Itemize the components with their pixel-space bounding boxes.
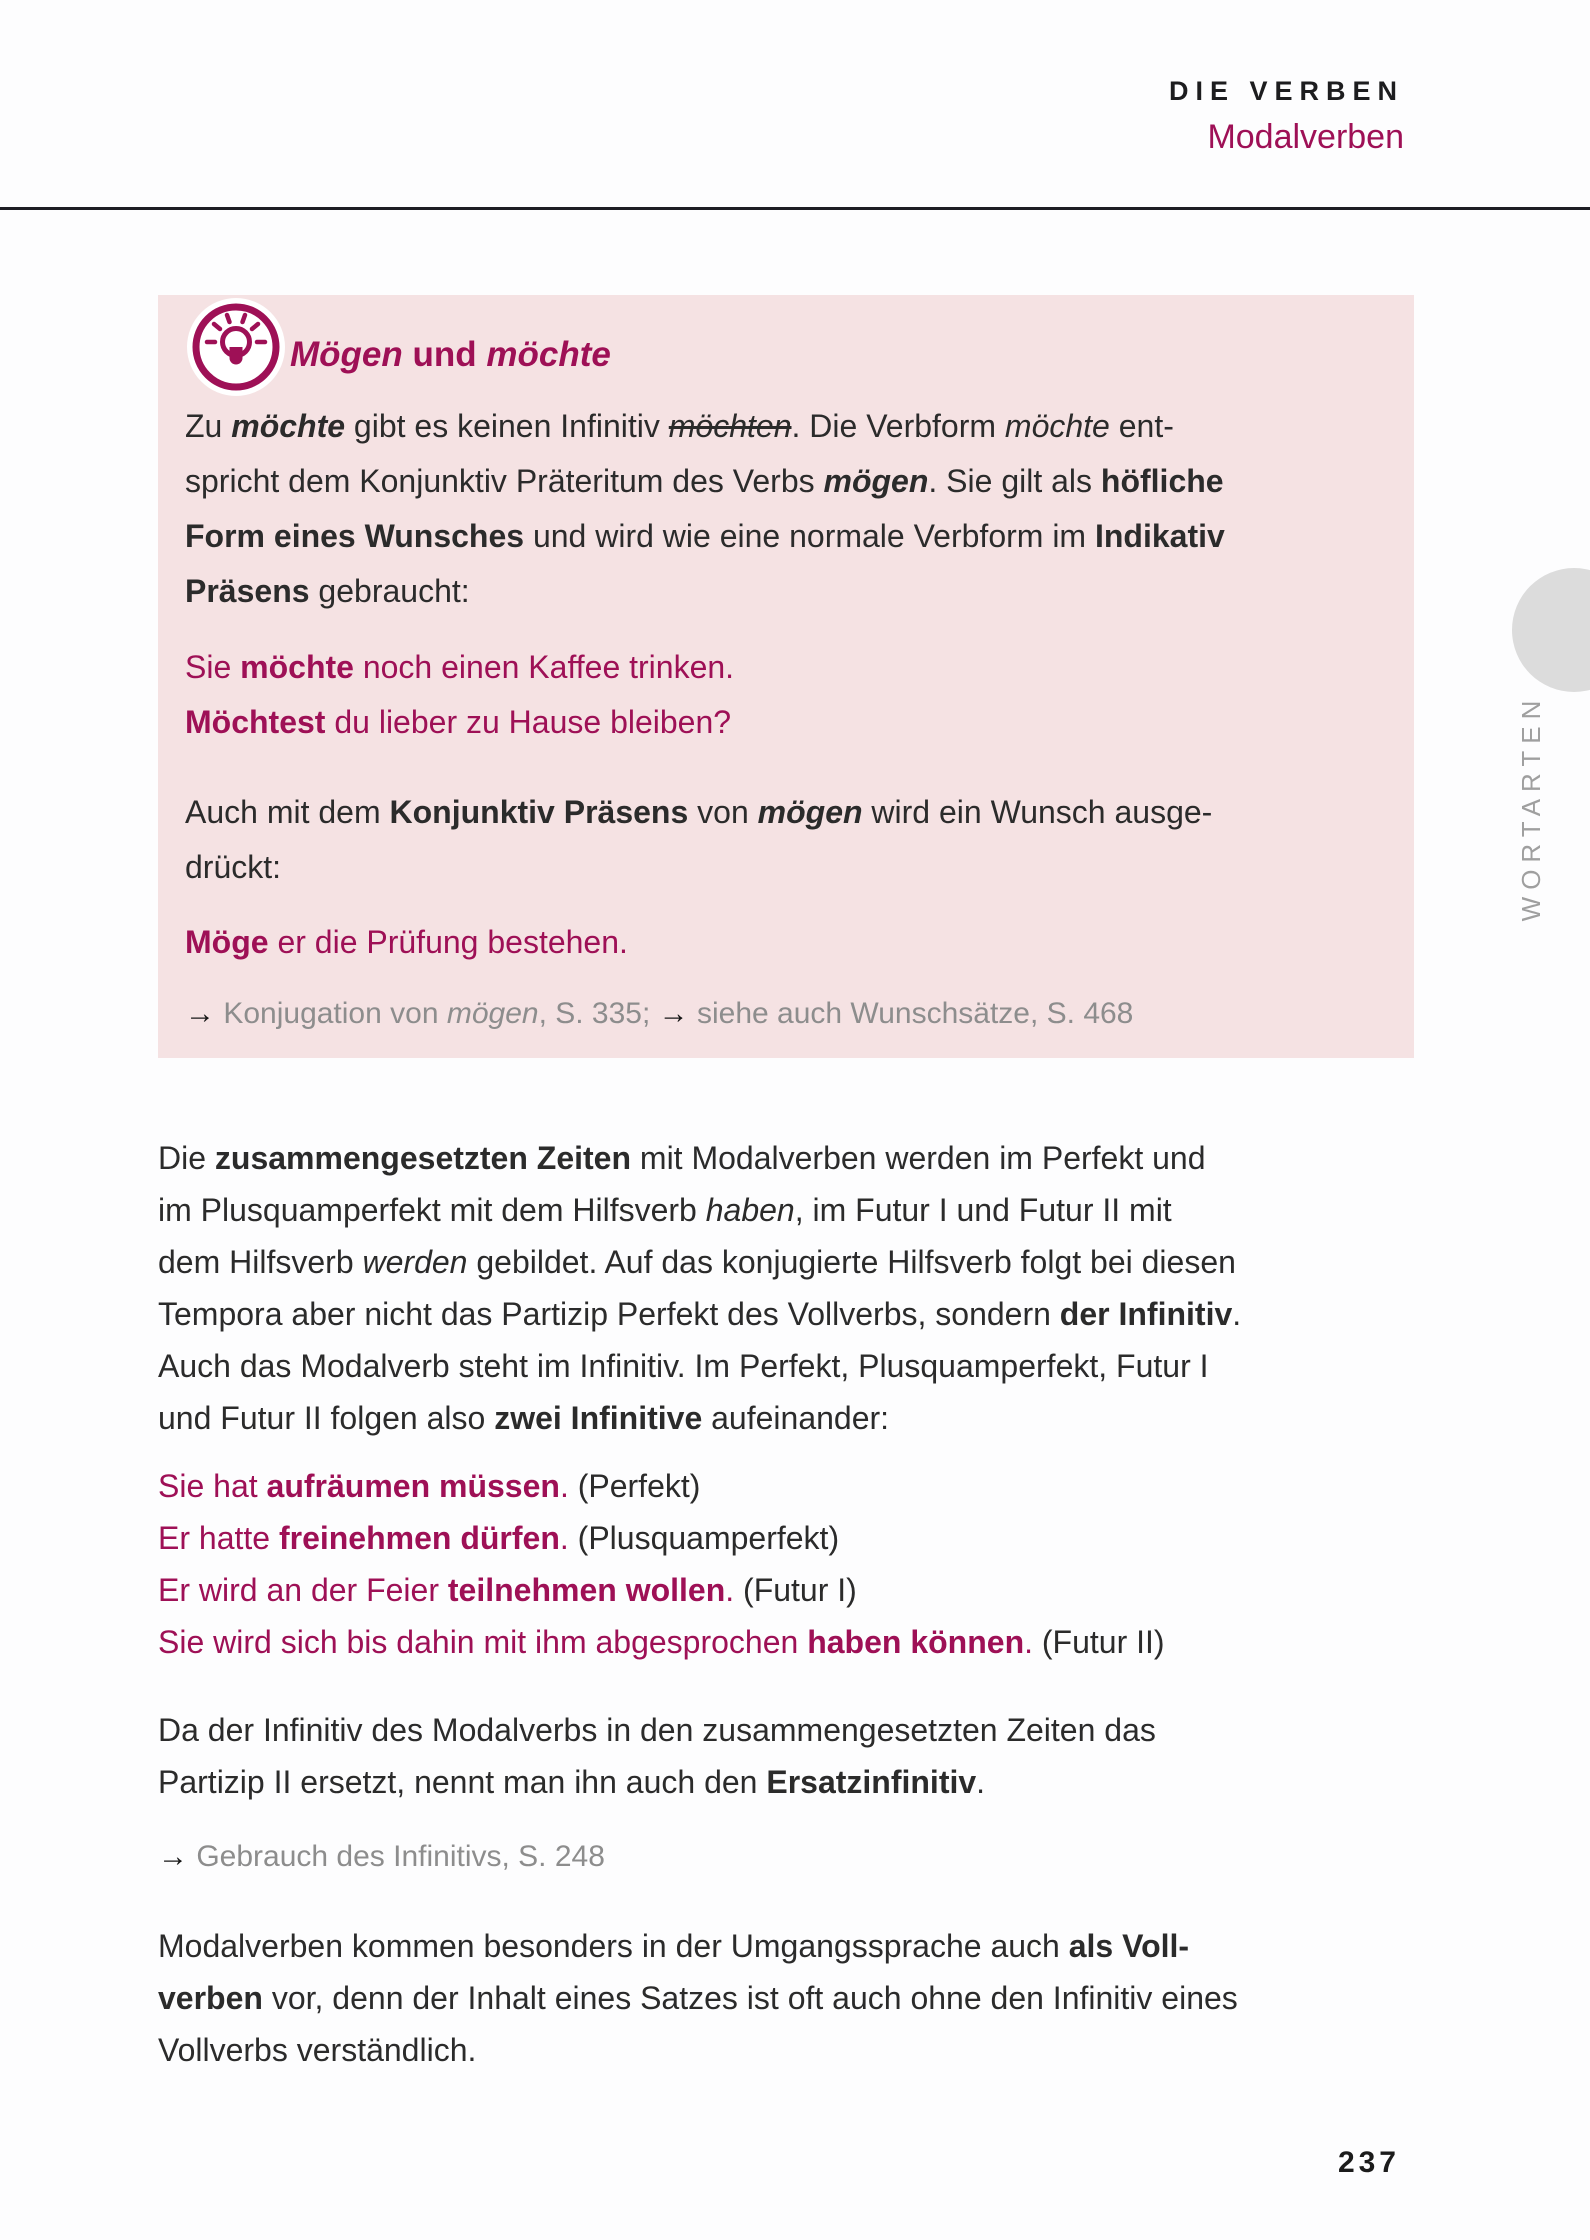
- text-segment: und: [402, 335, 487, 374]
- text-line: [185, 399, 1384, 454]
- main-text: [158, 1132, 1468, 2076]
- page-number: 237: [1337, 2146, 1400, 2179]
- tip-example-sentences-1: [185, 640, 1384, 750]
- text-segment: werden: [362, 1244, 468, 1280]
- text-segment: →: [658, 997, 689, 1030]
- text-segment: du lieber zu Hause bleiben?: [325, 704, 732, 740]
- text-segment: noch einen Kaffee trinken.: [353, 649, 735, 685]
- sidebar-tab-label: WORTARTEN: [1516, 693, 1546, 922]
- text-segment: .: [1024, 1624, 1033, 1660]
- text-segment: Auch mit dem: [185, 794, 390, 830]
- text-segment: (Plusquamperfekt): [568, 1520, 840, 1556]
- text-line: [158, 2024, 1468, 2076]
- text-line: [158, 1756, 1468, 1808]
- text-segment: Die: [158, 1140, 215, 1176]
- text-segment: Sie hat: [158, 1468, 267, 1504]
- text-segment: Präsens: [185, 573, 310, 609]
- text-segment: (Futur I): [734, 1572, 857, 1608]
- text-segment: ent-: [1109, 408, 1174, 444]
- text-segment: siehe auch Wunschsätze, S. 468: [688, 997, 1134, 1030]
- text-segment: Partizip II ersetzt, nennt man ihn auch den: [158, 1764, 767, 1800]
- text-segment: . Sie gilt als: [928, 463, 1101, 499]
- text-line: [185, 840, 1384, 895]
- chapter-title: DIE VERBEN: [1168, 76, 1404, 106]
- page-edge-circle: [1512, 568, 1590, 692]
- text-segment: möchte: [1004, 408, 1110, 444]
- text-segment: Konjugation von: [215, 997, 447, 1030]
- text-segment: zwei Infinitive: [494, 1400, 703, 1436]
- text-segment: von: [688, 794, 758, 830]
- text-segment: Auch das Modalverb steht im Infinitiv. Im Perfekt, Plusquamperfekt, Futur I: [158, 1348, 1209, 1384]
- text-segment: höfliche: [1100, 463, 1224, 499]
- text-line: [158, 1920, 1468, 1972]
- section-title: Modalverben: [1207, 118, 1404, 156]
- text-segment: er die Prüfung bestehen.: [268, 924, 628, 960]
- text-segment: zusammengesetzten Zeiten: [214, 1140, 632, 1176]
- text-line: [158, 1460, 1468, 1512]
- text-segment: Tempora aber nicht das Partizip Perfekt des Vollverbs, sondern: [158, 1296, 1060, 1332]
- text-segment: .: [559, 1520, 569, 1556]
- text-segment: spricht dem Konjunktiv Präteritum des Verbs: [185, 463, 824, 499]
- text-segment: mögen: [823, 463, 929, 499]
- text-segment: .: [1232, 1296, 1242, 1332]
- text-segment: möchten: [668, 408, 792, 444]
- text-line: [185, 509, 1384, 564]
- text-segment: , im Futur I und Futur II mit: [794, 1192, 1172, 1228]
- text-segment: Mögen: [290, 335, 403, 374]
- text-segment: Form eines Wunsches: [185, 518, 525, 554]
- text-segment: mögen: [446, 997, 539, 1030]
- text-line: [185, 454, 1384, 509]
- text-line: [185, 785, 1384, 840]
- text-segment: der Infinitiv: [1059, 1296, 1233, 1332]
- text-line: [185, 695, 1384, 750]
- tip-paragraph-1: [185, 399, 1384, 619]
- text-line: [158, 1704, 1468, 1756]
- text-segment: , S. 335;: [538, 997, 659, 1030]
- text-segment: wird ein Wunsch ausge-: [862, 794, 1213, 830]
- tip-cross-reference: [185, 992, 1384, 1036]
- text-segment: Modalverben kommen besonders in der Umgangssprache auch: [158, 1928, 1069, 1964]
- text-segment: drückt:: [185, 849, 282, 885]
- text-segment: und Futur II folgen also: [158, 1400, 495, 1436]
- text-segment: haben: [705, 1192, 795, 1228]
- lightbulb-icon: [186, 297, 286, 397]
- text-segment: gebraucht:: [309, 573, 470, 609]
- tip-example-sentences-2: [185, 915, 1384, 970]
- text-segment: im Plusquamperfekt mit dem Hilfsverb: [158, 1192, 706, 1228]
- text-line: [158, 1132, 1468, 1184]
- text-segment: und wird wie eine normale Verbform im: [524, 518, 1095, 554]
- text-line: [158, 1972, 1468, 2024]
- text-line: [158, 1564, 1468, 1616]
- header-divider: [0, 207, 1590, 210]
- text-segment: freinehmen dürfen: [278, 1520, 560, 1556]
- text-segment: möchte: [231, 408, 346, 444]
- tip-box-title: [290, 335, 611, 375]
- text-segment: →: [158, 1840, 188, 1873]
- body-example-sentences: [158, 1460, 1468, 1668]
- tip-paragraph-2: [185, 785, 1384, 895]
- text-segment: aufräumen müssen: [266, 1468, 560, 1504]
- text-segment: dem Hilfsverb: [158, 1244, 363, 1280]
- text-segment: Da der Infinitiv des Modalverbs in den zusammengesetzten Zeiten das: [158, 1712, 1156, 1748]
- text-segment: (Perfekt): [568, 1468, 701, 1504]
- text-line: [158, 1236, 1468, 1288]
- text-segment: möchte: [240, 649, 354, 685]
- text-segment: Sie: [185, 649, 241, 685]
- sidebar-tab-wortarten: [1504, 693, 1559, 922]
- text-segment: Er wird an der Feier: [158, 1572, 448, 1608]
- body-paragraph-1: [158, 1132, 1468, 1444]
- text-segment: (Futur II): [1033, 1624, 1165, 1660]
- text-segment: . Die Verbform: [791, 408, 1005, 444]
- text-line: [158, 1616, 1468, 1668]
- text-segment: Er hatte: [158, 1520, 279, 1556]
- text-segment: gebildet. Auf das konjugierte Hilfsverb folgt bei diesen: [467, 1244, 1236, 1280]
- body-paragraph-3: [158, 1920, 1468, 2076]
- text-segment: teilnehmen wollen: [447, 1572, 726, 1608]
- text-segment: .: [559, 1468, 569, 1504]
- text-segment: Indikativ: [1094, 518, 1225, 554]
- text-segment: vor, denn der Inhalt eines Satzes ist oft auch ohne den Infinitiv eines: [262, 1980, 1238, 2016]
- text-line: [158, 1288, 1468, 1340]
- text-line: [185, 640, 1384, 695]
- text-segment: verben: [158, 1980, 263, 2016]
- text-line: [158, 1340, 1468, 1392]
- text-line: [185, 564, 1384, 619]
- text-segment: Ersatzinfinitiv: [766, 1764, 977, 1800]
- text-line: [158, 1184, 1468, 1236]
- tip-box: [158, 295, 1414, 1058]
- body-cross-reference: [158, 1835, 1468, 1879]
- text-segment: mit Modalverben werden im Perfekt und: [631, 1140, 1206, 1176]
- text-segment: mögen: [757, 794, 863, 830]
- text-line: [158, 1512, 1468, 1564]
- text-segment: haben können: [807, 1624, 1025, 1660]
- text-segment: .: [725, 1572, 735, 1608]
- text-segment: Vollverbs verständlich.: [158, 2032, 477, 2068]
- text-line: [158, 1392, 1468, 1444]
- text-segment: als Voll-: [1068, 1928, 1190, 1964]
- body-paragraph-2: [158, 1704, 1468, 1808]
- text-segment: →: [185, 997, 215, 1030]
- text-line: [185, 915, 1384, 970]
- text-segment: aufeinander:: [702, 1400, 890, 1436]
- text-segment: möchte: [486, 335, 611, 374]
- text-segment: Möge: [185, 924, 269, 960]
- text-segment: Zu: [185, 408, 232, 444]
- text-segment: Gebrauch des Infinitivs, S. 248: [188, 1840, 605, 1873]
- text-segment: .: [976, 1764, 986, 1800]
- text-segment: gibt es keinen Infinitiv: [345, 408, 669, 444]
- text-segment: Sie wird sich bis dahin mit ihm abgesprochen: [158, 1624, 808, 1660]
- text-segment: Konjunktiv Präsens: [389, 794, 689, 830]
- text-segment: Möchtest: [185, 704, 326, 740]
